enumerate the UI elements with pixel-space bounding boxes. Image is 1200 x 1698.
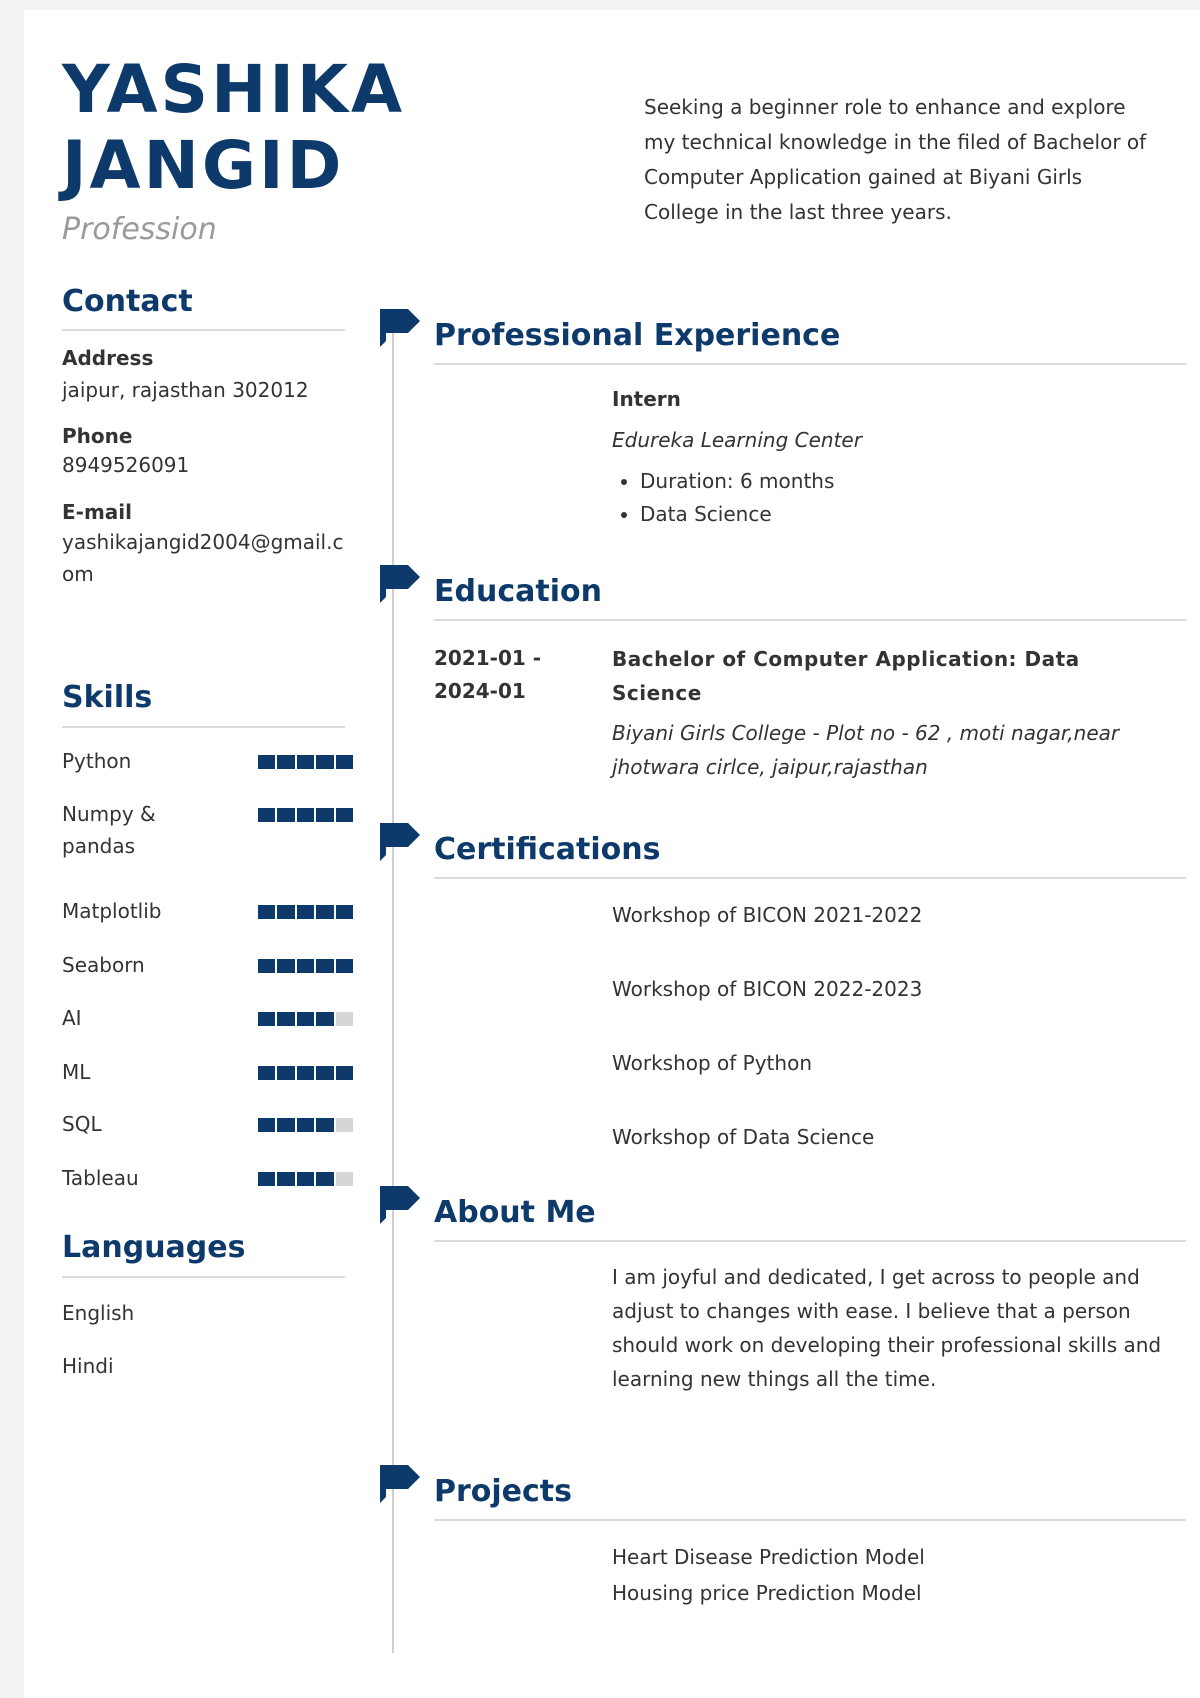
language-item: English [62, 1301, 135, 1325]
about-text: I am joyful and dedicated, I get across to people and adjust to changes with ease. I believe that a person should work on developing their professional skills and learning new things all the time. [612, 1265, 1162, 1391]
section-flag-icon [378, 1184, 422, 1228]
certification-item: Workshop of Data Science [612, 1125, 875, 1149]
skill-level-meter [258, 755, 353, 769]
skill-level-meter [258, 808, 353, 822]
skill-level-segment [277, 1012, 294, 1026]
skill-level-segment [258, 959, 275, 973]
phone-value: 8949526091 [62, 453, 190, 477]
skill-level-segment [336, 808, 353, 822]
certifications-heading: Certifications [434, 832, 661, 867]
summary-text: Seeking a beginner role to enhance and explore my technical knowledge in the filed of Bachelor of Computer Application gained at Biyani Girls College in the last three years. [644, 95, 1147, 224]
skill-level-segment [277, 905, 294, 919]
skill-level-segment [336, 1118, 353, 1132]
skill-level-segment [258, 808, 275, 822]
certification-item: Workshop of BICON 2022-2023 [612, 977, 923, 1001]
skill-level-segment [297, 1172, 314, 1186]
skill-level-segment [297, 1012, 314, 1026]
skill-level-segment [316, 905, 333, 919]
experience-bullet: • Data Science [640, 498, 834, 531]
skill-level-segment [277, 808, 294, 822]
skill-level-meter [258, 1118, 353, 1132]
skill-level-segment [316, 755, 333, 769]
experience-heading: Professional Experience [434, 318, 841, 353]
education-heading: Education [434, 574, 602, 609]
language-item: Hindi [62, 1354, 114, 1378]
skill-level-meter [258, 905, 353, 919]
skill-level-segment [297, 1066, 314, 1080]
skill-level-segment [258, 905, 275, 919]
skill-level-segment [336, 755, 353, 769]
skill-level-meter [258, 1012, 353, 1026]
certifications-divider [434, 877, 1186, 879]
profession-text: Profession [62, 212, 217, 247]
skill-level-segment [258, 1172, 275, 1186]
skills-divider [62, 726, 345, 728]
projects-divider [434, 1519, 1186, 1521]
skill-level-segment [277, 1118, 294, 1132]
skill-level-segment [336, 1172, 353, 1186]
skill-level-segment [277, 1066, 294, 1080]
skill-level-meter [258, 1172, 353, 1186]
skill-level-segment [297, 905, 314, 919]
section-flag-icon [378, 821, 422, 865]
skill-level-segment [316, 1172, 333, 1186]
skill-level-segment [297, 808, 314, 822]
address-value: jaipur, rajasthan 302012 [62, 378, 309, 402]
experience-bullet: • Duration: 6 months [640, 465, 834, 498]
skill-level-segment [258, 1012, 275, 1026]
skill-level-segment [316, 959, 333, 973]
skill-name: Python [62, 749, 132, 773]
skill-level-segment [258, 1066, 275, 1080]
skill-level-segment [316, 1012, 333, 1026]
skill-name: Tableau [62, 1166, 139, 1190]
skill-level-segment [336, 959, 353, 973]
skill-level-segment [336, 1066, 353, 1080]
experience-divider [434, 363, 1186, 365]
education-divider [434, 619, 1186, 621]
section-flag-icon [378, 563, 422, 607]
candidate-name [62, 52, 405, 204]
certification-item: Workshop of BICON 2021-2022 [612, 903, 923, 927]
skill-level-segment [277, 959, 294, 973]
skill-level-segment [336, 1012, 353, 1026]
education-date-start: 2021-01 - [434, 646, 542, 670]
skill-name: Numpy & pandas [62, 802, 156, 858]
skill-level-segment [316, 1118, 333, 1132]
experience-role: Intern [612, 387, 681, 411]
email-value: yashikajangid2004@gmail.com [62, 530, 344, 586]
skill-name: ML [62, 1060, 91, 1084]
skill-level-meter [258, 959, 353, 973]
skill-level-segment [297, 755, 314, 769]
skill-level-segment [277, 1172, 294, 1186]
section-flag-icon [378, 307, 422, 351]
skill-level-segment [258, 1118, 275, 1132]
about-divider [434, 1240, 1186, 1242]
name-first: YASHIKA [62, 51, 406, 128]
experience-company: Edureka Learning Center [612, 428, 862, 452]
skill-level-segment [316, 808, 333, 822]
about-heading: About Me [434, 1195, 596, 1230]
phone-label: Phone [62, 424, 133, 448]
contact-divider [62, 329, 345, 331]
skill-level-segment [336, 905, 353, 919]
name-last: JANGID [62, 127, 345, 204]
education-degree: Bachelor of Computer Application: Data Science [612, 647, 1080, 705]
skill-level-segment [316, 1066, 333, 1080]
section-flag-icon [378, 1463, 422, 1507]
address-label: Address [62, 346, 154, 370]
languages-heading: Languages [62, 1230, 246, 1265]
skill-name: AI [62, 1006, 82, 1030]
project-item: Heart Disease Prediction Model [612, 1545, 925, 1569]
contact-heading: Contact [62, 284, 193, 319]
experience-bullets [612, 465, 834, 531]
skill-level-segment [297, 1118, 314, 1132]
skill-level-segment [297, 959, 314, 973]
skill-name: Matplotlib [62, 899, 162, 923]
email-label: E-mail [62, 500, 133, 524]
certification-item: Workshop of Python [612, 1051, 812, 1075]
skill-name: SQL [62, 1112, 102, 1136]
education-date-end: 2024-01 [434, 679, 526, 703]
skill-level-segment [277, 755, 294, 769]
resume-page [24, 10, 1200, 1698]
skill-name: Seaborn [62, 953, 145, 977]
languages-divider [62, 1276, 345, 1278]
education-school: Biyani Girls College - Plot no - 62 , moti nagar,near jhotwara cirlce, jaipur,rajasthan [612, 721, 1120, 779]
project-item: Housing price Prediction Model [612, 1581, 922, 1605]
timeline-line [392, 328, 394, 1653]
skill-level-meter [258, 1066, 353, 1080]
skill-level-segment [258, 755, 275, 769]
skills-heading: Skills [62, 680, 153, 715]
projects-heading: Projects [434, 1474, 573, 1509]
